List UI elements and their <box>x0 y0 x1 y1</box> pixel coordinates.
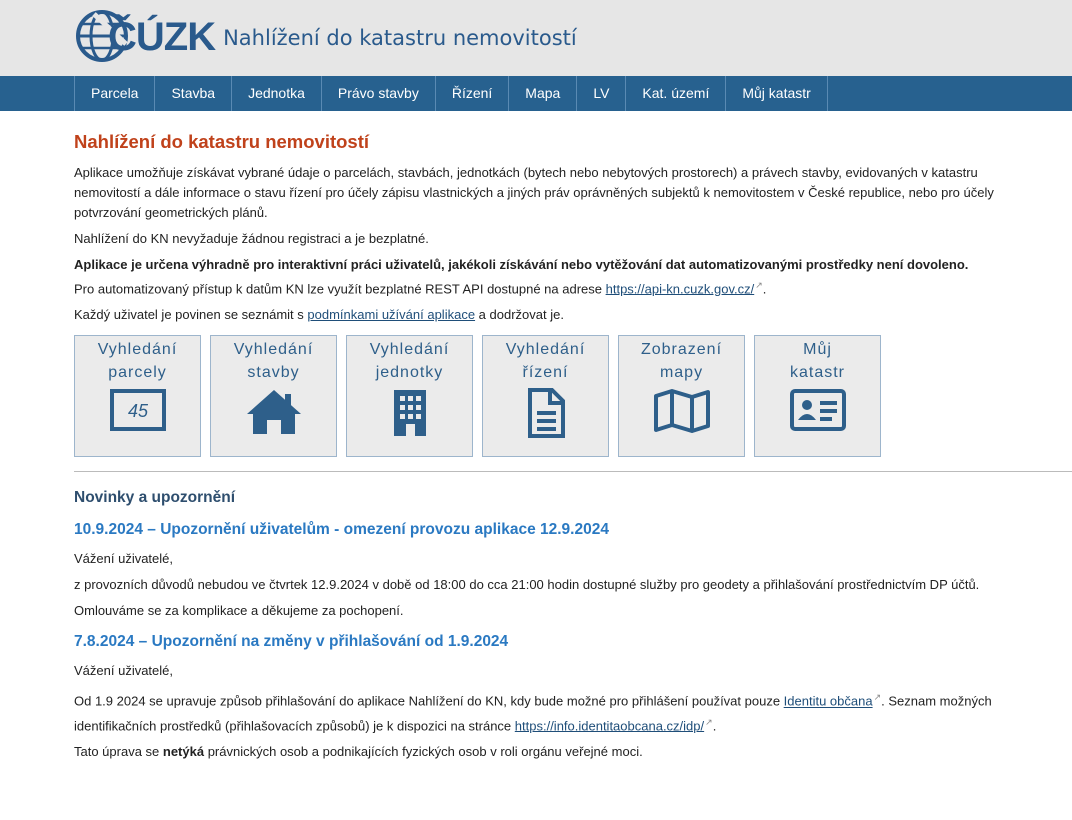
parcel-number-text: 45 <box>127 401 148 422</box>
id-card-icon <box>755 388 880 438</box>
tile-zobrazeni-mapy[interactable] <box>618 335 745 457</box>
api-link[interactable]: https://api-kn.cuzk.gov.cz/ <box>605 281 755 297</box>
identita-obcana-link[interactable]: Identitu občana <box>783 693 873 709</box>
news-note-after: právnických osob a podnikajících fyzických osob v roli orgánu veřejné moci. <box>204 743 643 759</box>
nav-item-jednotka[interactable]: Jednotka <box>232 76 322 111</box>
news-body-after: . <box>712 717 717 733</box>
tile-vyhledani-jednotky[interactable] <box>346 335 473 457</box>
terms-before: Každý uživatel je povinen se seznámit s <box>74 307 308 323</box>
tile-muj-katastr[interactable] <box>754 335 881 457</box>
news-note-before: Tato úprava se <box>74 743 163 759</box>
nav-item-mapa[interactable]: Mapa <box>509 76 577 111</box>
api-text: Pro automatizovaný přístup k datům KN lze využít bezplatné REST API dostupné na adrese <box>74 281 606 297</box>
document-icon <box>483 388 608 438</box>
news-body-before: Od 1.9 2024 se upravuje způsob přihlašování do aplikace Nahlížení do KN, kdy bude možné pro přihlášení používat pouze <box>74 693 784 709</box>
news-body-middle: . Seznam možných identifikačních prostředků (přihlašovacích způsobů) je k dispozici na stránce <box>74 693 992 733</box>
main-content <box>0 131 1072 762</box>
tile-label: Vyhledání řízení <box>505 341 586 382</box>
tile-label: Vyhledání stavby <box>233 341 314 382</box>
news-title: 10.9.2024 – Upozornění uživatelům - omezení provozu aplikace 12.9.2024 <box>74 521 609 539</box>
news-body <box>74 687 1034 736</box>
tile-label: Zobrazení mapy <box>640 341 723 382</box>
map-icon <box>619 388 744 438</box>
house-icon <box>211 388 336 438</box>
tile-vyhledani-parcely[interactable] <box>74 335 201 457</box>
app-title: Nahlížení do katastru nemovitostí <box>223 26 577 50</box>
news-title: 7.8.2024 – Upozornění na změny v přihlašování od 1.9.2024 <box>74 633 509 651</box>
building-icon <box>347 388 472 438</box>
tile-label: Vyhledání jednotky <box>369 341 450 382</box>
intro-text: Aplikace umožňuje získávat vybrané údaje o parcelách, stavbách, jednotkách (bytech nebo nebytových prostorech) a právech stavby, evidovaných v katastru nemovitostí a dále informace o stavu řízení pro účely zápisu vlastnických a jiných práv oprávněných subjektů k nemovitostem v České republice, nebo pro účely potvrzování geometrických plánů. <box>74 165 994 220</box>
nav-item-lv[interactable]: LV <box>577 76 626 111</box>
automation-warning: Aplikace je určena výhradně pro interaktivní práci uživatelů, jakékoli získávání nebo vytěžování dat automatizovanými prostředky není dovoleno. <box>74 257 969 272</box>
news-item <box>74 633 1072 762</box>
news-closing: Omlouváme se za komplikace a děkujeme za pochopení. <box>74 603 404 619</box>
tile-label: Můj katastr <box>789 341 845 382</box>
tile-label: Vyhledání parcely <box>97 341 178 382</box>
news-note-bold: netýká <box>162 743 205 759</box>
news-section <box>74 489 1072 762</box>
external-link-icon: ↗ <box>873 692 882 703</box>
tile-vyhledani-stavby[interactable] <box>210 335 337 457</box>
nav-item-pravo-stavby[interactable]: Právo stavby <box>322 76 436 111</box>
main-nav <box>0 76 1072 111</box>
news-greeting: Vážení uživatelé, <box>74 551 174 567</box>
news-heading: Novinky a upozornění <box>74 489 236 507</box>
external-link-icon: ↗ <box>705 716 713 727</box>
external-link-icon: ↗ <box>755 280 763 290</box>
section-divider <box>74 471 1072 472</box>
nav-item-stavba[interactable]: Stavba <box>155 76 232 111</box>
site-header <box>0 0 1072 76</box>
cuzk-logo[interactable] <box>74 8 577 64</box>
parcel-45-icon <box>75 388 200 438</box>
api-after: . <box>762 281 767 297</box>
nav-item-muj-katastr[interactable]: Můj katastr <box>726 76 827 111</box>
terms-after: a dodržovat je. <box>475 307 564 323</box>
tile-vyhledani-rizeni[interactable] <box>482 335 609 457</box>
news-greeting: Vážení uživatelé, <box>74 663 174 679</box>
nav-item-kat-uzemi[interactable]: Kat. území <box>626 76 726 111</box>
search-tiles <box>74 335 1072 457</box>
registration-note: Nahlížení do KN nevyžaduje žádnou registraci a je bezplatné. <box>74 231 429 246</box>
nav-item-rizeni[interactable]: Řízení <box>436 76 509 111</box>
nav-item-parcela[interactable]: Parcela <box>75 76 155 111</box>
news-item <box>74 521 1072 621</box>
idp-link[interactable]: https://info.identitaobcana.cz/idp/ <box>514 717 705 733</box>
terms-notice <box>74 305 1072 325</box>
terms-link[interactable]: podmínkami užívání aplikace <box>307 307 476 323</box>
news-note <box>74 742 1072 762</box>
logo-text: ČÚZK <box>108 14 216 59</box>
api-notice <box>74 255 1072 299</box>
page-title: Nahlížení do katastru nemovitostí <box>74 131 370 152</box>
news-body: z provozních důvodů nebudou ve čtvrtek 12.9.2024 v době od 18:00 do cca 21:00 hodin dostupné služby pro geodety a přihlašování prostřednictvím DP účtů. <box>74 577 980 593</box>
